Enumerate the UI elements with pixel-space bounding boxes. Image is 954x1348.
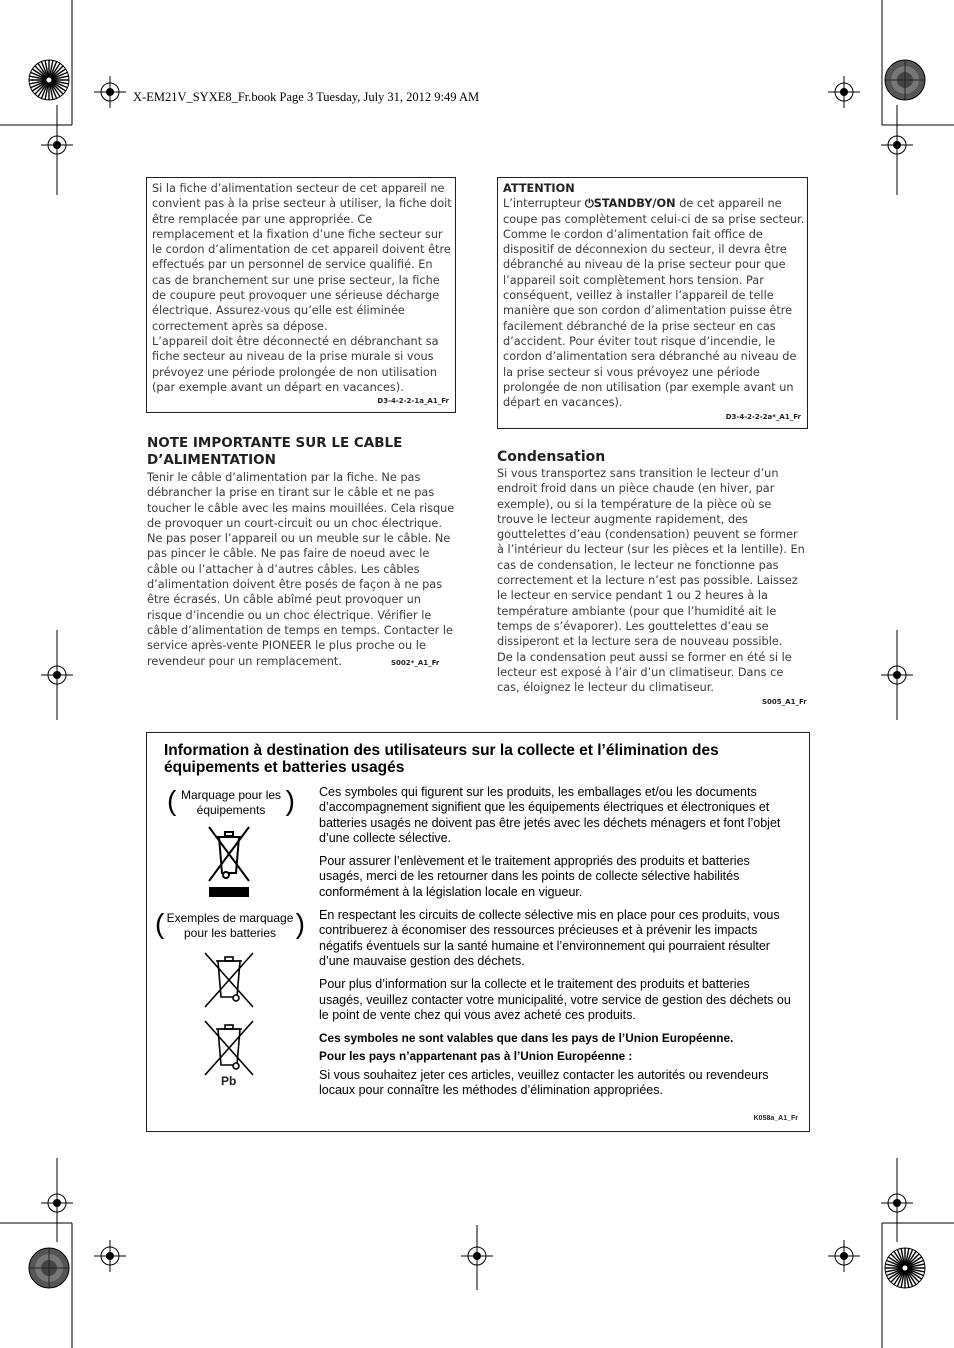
- crossed-bin-battery-pb-icon: [203, 1019, 255, 1077]
- pb-label: Pb: [221, 1074, 237, 1088]
- weee-paragraph-3: En respectant les circuits de collecte sélective mis en place pour ces produits, vous contribuerez à économiser des ressources précieuses et à prévenir les impacts négatifs éventuels sur la santé humaine et l’environnement qui pourraient résulter d’une mauvaise gestion des déchets.: [319, 908, 780, 968]
- label-bracket-left: (: [155, 908, 165, 939]
- label-bracket-right: ): [295, 908, 305, 939]
- note-cable-section: [147, 435, 457, 669]
- reference-code: S002*_A1_Fr: [391, 659, 440, 667]
- standby-label: STANDBY/ON: [593, 197, 676, 211]
- label-bracket-right: ): [285, 785, 295, 816]
- weee-title: Information à destination des utilisateurs sur la collecte et l’élimination des équipements et batteries usagés: [164, 742, 719, 776]
- weee-information-box: [146, 732, 810, 1132]
- reference-code: S005_A1_Fr: [762, 698, 807, 706]
- condensation-paragraph-1: Si vous transportez sans transition le lecteur d’un endroit froid dans un pièce chaude (en hiver, par exemple), ou si la température de la pièce où se trouve le lecteur augmente rapidement, des gouttelettes d’eau (condensation) peuvent se former à l’intérieur du lecteur (sur les pièces et la lentille). En cas de condensation, le lecteur ne fonctionne pas correctement et la lecture n’est pas possible. Laissez le lecteur en service pendant 1 ou 2 heures à la température ambiante (pour que l’humidité ait le temps de s’évaporer). Les gouttelettes d’eau se dissiperont et la lecture sera de nouveau possible.: [497, 467, 805, 649]
- power-plug-paragraph-2: L’appareil doit être déconnecté en débranchant sa fiche secteur au niveau de la prise murale si vous prévoyez une période prolongée de non utilisation (par exemple avant un départ en vacances).: [152, 334, 439, 394]
- battery-marking-label: ( Exemples de marquage pour les batteries ): [155, 908, 305, 940]
- attention-box: [497, 177, 808, 429]
- attention-text: L’interrupteur ⏻STANDBY/ON de cet appareil ne coupe pas complètement celui-ci de sa prise secteur. Comme le cordon d’alimentation fait office de dispositif de déconnexion du secteur, il devra être débranché au niveau de la prise secteur pour que l’appareil soit complètement hors tension. Par conséquent, veillez à installer l’appareil de telle manière que son cordon d’alimentation puisse être facilement débranché de la prise secteur en cas d’accident. Pour éviter tout risque d’incendie, le cordon d’alimentation sera débranché au niveau de la prise secteur si vous prévoyez une période prolongée de non utilisation (par exemple avant un départ en vacances).: [503, 197, 805, 410]
- note-cable-heading: NOTE IMPORTANTE SUR LE CABLE D’ALIMENTATION: [147, 435, 403, 468]
- weee-bold-non-eu: Pour les pays n’appartenant pas à l’Union Européenne :: [319, 1049, 633, 1064]
- weee-paragraph-5: Si vous souhaitez jeter ces articles, veuillez contacter les autorités ou revendeurs locaux pour connaître les méthodes d’élimination appropriées.: [319, 1067, 769, 1098]
- label-bracket-left: (: [167, 785, 177, 816]
- crossed-bin-battery-icon: [203, 951, 255, 1009]
- note-cable-text: Tenir le câble d’alimentation par la fiche. Ne pas débrancher la prise en tirant sur le câble et ne pas toucher le câble avec les mains mouillées. Cela risque de provoquer un court-circuit ou un choc électrique. Ne pas poser l’appareil ou un meuble sur le câble. Ne pas pincer le câble. Ne pas faire de noeud avec le câble ou l’attacher à d’autres câbles. Les câbles d’alimentation doivent être posés de façon à ne pas être écrasés. Un câble abîmé peut provoquer un risque d’incendie ou un choc électrique. Vérifier le câble d’alimentation de temps en temps. Contacter le service après-vente PIONEER le plus proche ou le revendeur pour un remplacement.: [147, 471, 455, 668]
- weee-paragraph-2: Pour assurer l’enlèvement et le traitement appropriés des produits et batteries usagés, merci de les retourner dans les points de collecte sélective habilités conformément à la législation locale en vigueur.: [319, 854, 750, 899]
- condensation-paragraph-2: De la condensation peut aussi se former en été si le lecteur est exposé à l’air d’un climatiseur. Dans ce cas, éloignez le lecteur du climatiseur.: [497, 650, 792, 695]
- equipment-marking-label: ( Marquage pour les équipements ): [167, 785, 295, 817]
- crossed-bin-equipment-icon: [207, 823, 251, 903]
- power-plug-paragraph-1: Si la fiche d’alimentation secteur de cet appareil ne convient pas à la prise secteur à utiliser, la fiche doit être remplacée par une appropriée. Ce remplacement et la fixation d’une fiche secteur sur le cordon d’alimentation de cet appareil doivent être effectués par un personnel de service qualifié. En cas de branchement sur une prise secteur, la fiche de coupure peut provoquer une sérieuse décharge électrique. Assurez-vous qu’elle est éliminée correctement après sa dépose.: [152, 182, 452, 333]
- reference-code: D3-4-2-2-2a*_A1_Fr: [725, 413, 801, 421]
- weee-paragraph-1: Ces symboles qui figurent sur les produits, les emballages et/ou les documents d’accompagnement signifient que les équipements électriques et électroniques et batteries usagés ne doivent pas être jetés avec les déchets ménagers et font l’objet d’une collecte sélective.: [319, 785, 781, 845]
- weee-paragraph-4: Pour plus d’information sur la collecte et le traitement des produits et batteries usagés, veuillez contacter votre municipalité, votre service de gestion des déchets ou le point de vente chez qui vous avez acheté ces produits.: [319, 977, 791, 1022]
- weee-text-column: [319, 785, 797, 1106]
- condensation-heading: Condensation: [497, 449, 606, 465]
- reference-code: K058a_A1_Fr: [753, 1115, 798, 1122]
- weee-bold-eu-only: Ces symboles ne sont valables que dans les pays de l’Union Européenne.: [319, 1031, 734, 1046]
- power-plug-notice-box: [146, 177, 456, 413]
- attention-title: ATTENTION: [503, 182, 575, 195]
- reference-code: D3-4-2-2-1a_A1_Fr: [377, 397, 449, 405]
- condensation-section: [497, 449, 808, 695]
- book-info-header: X-EM21V_SYXE8_Fr.book Page 3 Tuesday, July 31, 2012 9:49 AM: [133, 90, 480, 104]
- power-icon: ⏻: [584, 197, 594, 211]
